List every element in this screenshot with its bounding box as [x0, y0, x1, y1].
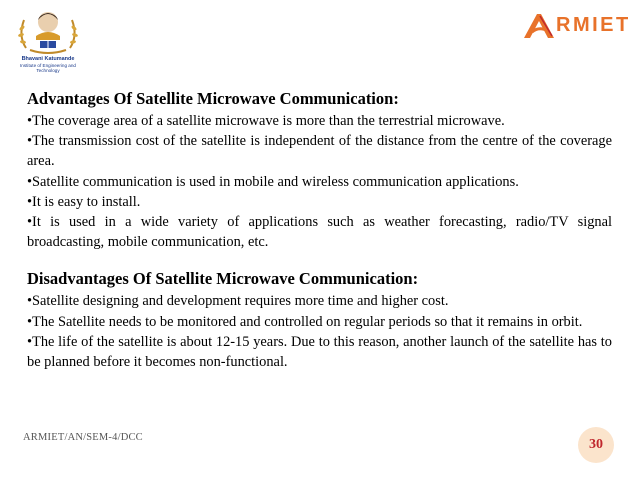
institute-emblem-icon	[12, 8, 84, 56]
page-number-badge: 30	[578, 427, 614, 463]
section-spacer	[27, 252, 612, 269]
disadvantage-item: •The life of the satellite is about 12-15 years. Due to this reason, another launch of the satellite has to be planned before it becomes non-functional.	[27, 333, 612, 371]
disadvantage-item: •The Satellite needs to be monitored and controlled on regular periods so that it remains in orbit.	[27, 313, 583, 330]
institute-subtitle: Institute of Engineering and Technology	[20, 63, 76, 73]
armiet-wordmark: RMIET	[556, 14, 631, 36]
institute-logo	[12, 8, 84, 73]
disadvantage-item: •Satellite designing and development requires more time and higher cost.	[27, 293, 449, 310]
advantage-item: •The coverage area of a satellite microwave is more than the terrestrial microwave.	[27, 113, 505, 129]
footer-code: ARMIET/AN/SEM-4/DCC	[23, 432, 143, 443]
slide-body	[27, 89, 612, 372]
advantage-item: •It is easy to install.	[27, 193, 141, 210]
institute-name: Bhavani Katumande	[21, 56, 75, 62]
armiet-logo	[522, 12, 631, 40]
armiet-a-icon	[522, 12, 556, 40]
advantage-item: •Satellite communication is used in mobile and wireless communication applications.	[27, 173, 519, 190]
advantage-item: •It is used in a wide variety of applications such as weather forecasting, radio/TV signal broadcasting, mobile communication, etc.	[27, 214, 612, 251]
advantages-heading: Advantages Of Satellite Microwave Communication:	[27, 89, 399, 108]
advantage-item: •The transmission cost of the satellite is independent of the distance from the centre of the coverage area.	[27, 133, 612, 170]
disadvantages-heading: Disadvantages Of Satellite Microwave Communication:	[27, 269, 419, 289]
